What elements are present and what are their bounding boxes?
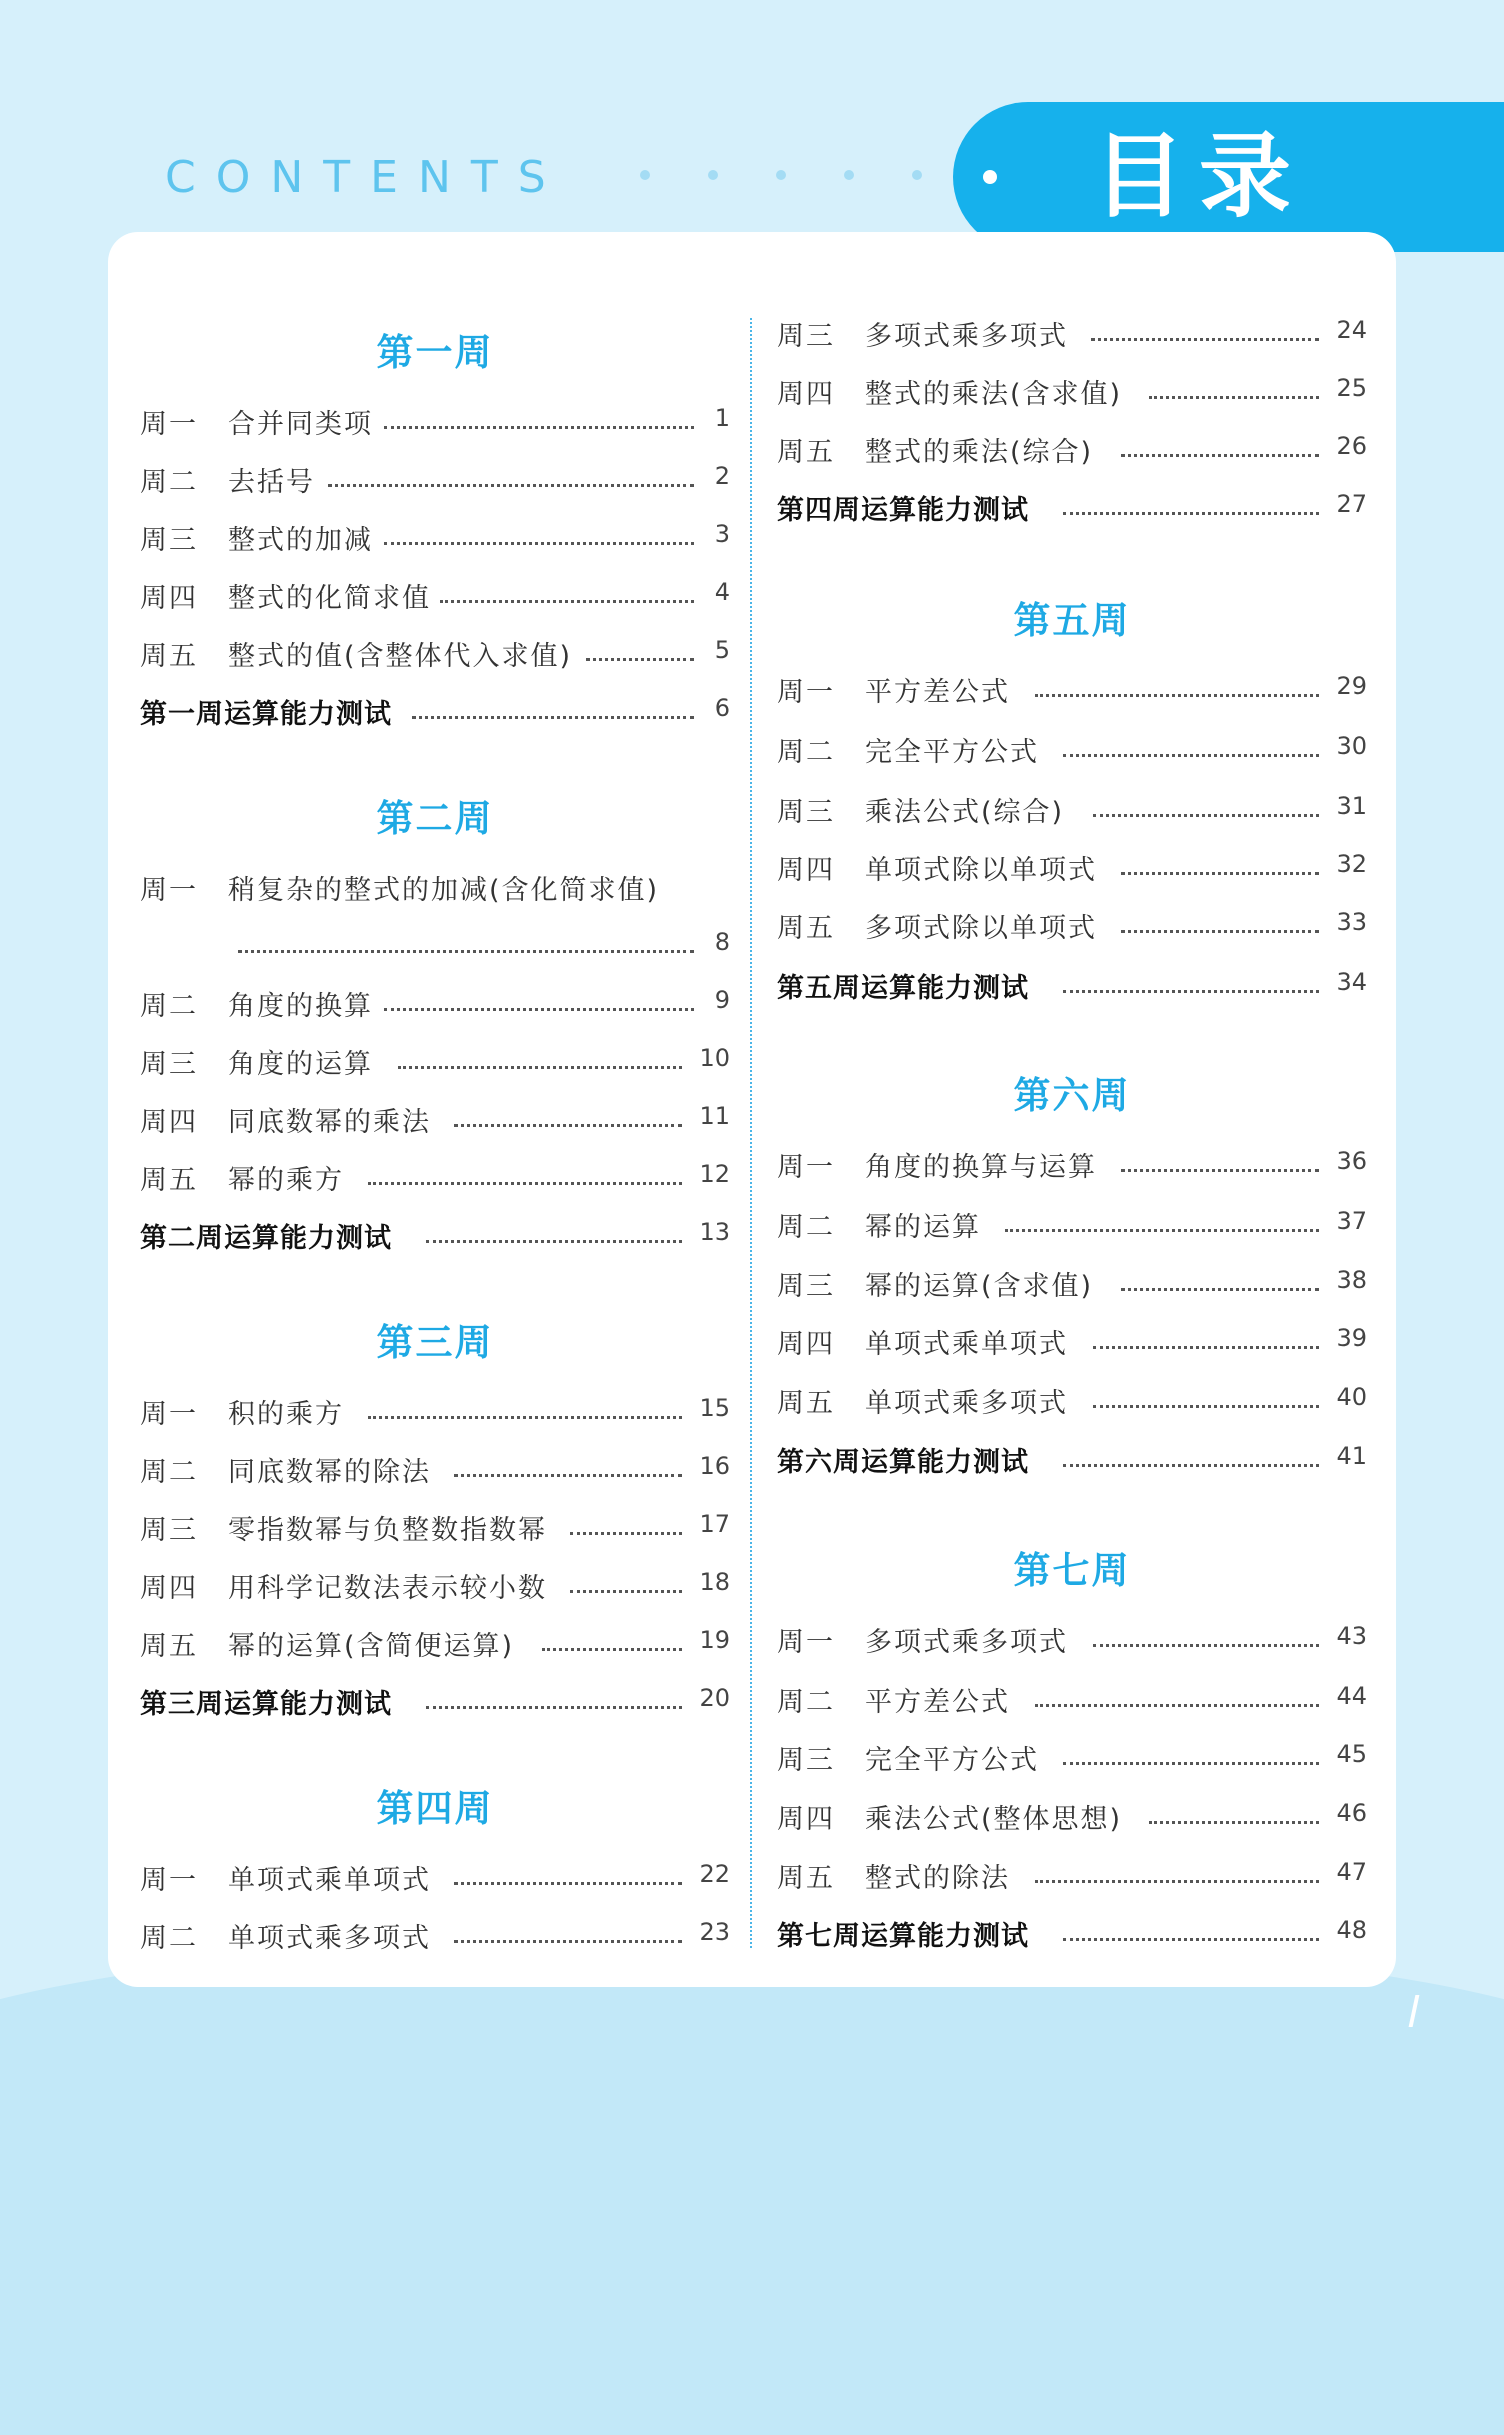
- entry-page: 33: [1336, 908, 1367, 936]
- entry-day: 周四: [140, 1107, 198, 1138]
- dot-leader: [398, 1066, 682, 1069]
- test-title: 第五周运算能力测试: [777, 973, 1029, 1004]
- dot-leader: [1035, 694, 1319, 697]
- dot-leader: [1093, 1405, 1319, 1408]
- entry-topic: 幂的运算(含简便运算): [228, 1631, 515, 1662]
- entry-day: 周二: [777, 737, 835, 768]
- test-title: 第六周运算能力测试: [777, 1447, 1029, 1478]
- toc-entry[interactable]: [777, 790, 1367, 830]
- entry-page: 24: [1336, 316, 1367, 344]
- week-title: 第三周: [376, 1321, 494, 1364]
- week-title: 第四周: [376, 1787, 494, 1830]
- toc-entry[interactable]: [140, 868, 730, 908]
- toc-entry[interactable]: [777, 670, 1367, 710]
- entry-page: 37: [1336, 1207, 1367, 1235]
- entry-page: 43: [1336, 1622, 1367, 1650]
- entry-day: 周一: [140, 1399, 198, 1430]
- entry-page: 40: [1336, 1383, 1367, 1411]
- entry-page: 2: [714, 462, 730, 490]
- entry-day: 周三: [777, 1271, 835, 1302]
- entry-day: 周一: [140, 409, 198, 440]
- entry-topic: 完全平方公式: [865, 1745, 1039, 1776]
- dot-leader: [570, 1532, 682, 1535]
- dot-icon: [776, 170, 786, 180]
- entry-day: 周二: [140, 1923, 198, 1954]
- dot-leader: [1121, 1288, 1319, 1291]
- toc-entry[interactable]: [140, 576, 730, 616]
- header-dots-decoration: [640, 170, 980, 184]
- entry-page: 18: [699, 1568, 730, 1596]
- test-title: 第三周运算能力测试: [140, 1689, 392, 1720]
- entry-page: 17: [699, 1510, 730, 1538]
- toc-entry[interactable]: [140, 1916, 730, 1956]
- entry-page: 47: [1336, 1858, 1367, 1886]
- dot-leader: [412, 716, 694, 719]
- dot-leader: [1121, 454, 1319, 457]
- toc-entry[interactable]: [777, 1856, 1367, 1896]
- dot-leader: [1063, 1762, 1319, 1765]
- toc-entry[interactable]: [777, 1264, 1367, 1304]
- toc-entry[interactable]: [140, 984, 730, 1024]
- entry-topic: 多项式乘多项式: [865, 1627, 1068, 1658]
- toc-entry[interactable]: [140, 1392, 730, 1432]
- test-title: 第四周运算能力测试: [777, 495, 1029, 526]
- entry-topic: 完全平方公式: [865, 737, 1039, 768]
- entry-day: 周一: [140, 1865, 198, 1896]
- dot-leader: [1005, 1229, 1319, 1232]
- toc-test-entry[interactable]: [777, 966, 1367, 1006]
- entry-day: 周三: [777, 797, 835, 828]
- entry-page: 36: [1336, 1147, 1367, 1175]
- entry-page: 19: [699, 1626, 730, 1654]
- entry-day: 周五: [777, 913, 835, 944]
- entry-page: 6: [714, 694, 730, 722]
- entry-page: 26: [1336, 432, 1367, 460]
- entry-day: 周四: [777, 379, 835, 410]
- entry-page: 29: [1336, 672, 1367, 700]
- entry-topic: 乘法公式(综合): [865, 797, 1065, 828]
- entry-topic: 单项式乘单项式: [228, 1865, 431, 1896]
- dot-icon: [708, 170, 718, 180]
- dot-leader: [384, 542, 694, 545]
- entry-page: 23: [699, 1918, 730, 1946]
- dot-leader: [1121, 1169, 1319, 1172]
- dot-leader: [328, 484, 694, 487]
- entry-day: 周四: [777, 1804, 835, 1835]
- dot-leader: [368, 1182, 682, 1185]
- entry-day: 周二: [777, 1687, 835, 1718]
- entry-topic: 整式的乘法(综合): [865, 437, 1094, 468]
- dot-leader: [1149, 1821, 1319, 1824]
- dot-leader: [454, 1882, 682, 1885]
- entry-topic: 积的乘方: [228, 1399, 344, 1430]
- toc-entry[interactable]: [140, 1158, 730, 1198]
- dot-leader: [426, 1706, 682, 1709]
- dot-leader: [1093, 814, 1319, 817]
- entry-page: 38: [1336, 1266, 1367, 1294]
- toc-entry[interactable]: [777, 1797, 1367, 1837]
- entry-day: 周一: [777, 677, 835, 708]
- dot-leader: [454, 1124, 682, 1127]
- entry-day: 周二: [777, 1212, 835, 1243]
- week-title: 第六周: [1013, 1074, 1131, 1117]
- toc-entry[interactable]: [777, 906, 1367, 946]
- entry-page: 4: [714, 578, 730, 606]
- toc-entry[interactable]: [140, 1624, 730, 1664]
- dot-leader: [1091, 338, 1319, 341]
- entry-day: 周四: [140, 1573, 198, 1604]
- entry-topic: 合并同类项: [228, 409, 373, 440]
- entry-day: 周四: [777, 855, 835, 886]
- toc-entry[interactable]: [140, 1100, 730, 1140]
- dot-leader: [238, 950, 694, 953]
- entry-page: 44: [1336, 1682, 1367, 1710]
- entry-page: 16: [699, 1452, 730, 1480]
- entry-day: 周二: [140, 991, 198, 1022]
- toc-test-entry[interactable]: [140, 1682, 730, 1722]
- dot-leader: [1121, 872, 1319, 875]
- dot-leader: [1149, 396, 1319, 399]
- toc-entry[interactable]: [777, 1620, 1367, 1660]
- dot-leader: [426, 1240, 682, 1243]
- entry-topic: 单项式乘多项式: [865, 1388, 1068, 1419]
- toc-entry[interactable]: [140, 460, 730, 500]
- week-title: 第五周: [1013, 599, 1131, 642]
- entry-page: 46: [1336, 1799, 1367, 1827]
- dot-leader: [1063, 990, 1319, 993]
- toc-entry[interactable]: [140, 1508, 730, 1548]
- dot-leader: [368, 1416, 682, 1419]
- dot-icon: [844, 170, 854, 180]
- dot-leader: [1035, 1880, 1319, 1883]
- dot-leader: [570, 1590, 682, 1593]
- test-title: 第七周运算能力测试: [777, 1921, 1029, 1952]
- entry-day: 周二: [140, 1457, 198, 1488]
- entry-topic: 同底数幂的乘法: [228, 1107, 431, 1138]
- dot-leader: [1063, 512, 1319, 515]
- toc-test-entry[interactable]: [140, 692, 730, 732]
- dot-leader: [454, 1940, 682, 1943]
- entry-topic: 同底数幂的除法: [228, 1457, 431, 1488]
- toc-entry[interactable]: [777, 1680, 1367, 1720]
- entry-topic: 幂的运算: [865, 1212, 981, 1243]
- entry-topic: 单项式乘多项式: [228, 1923, 431, 1954]
- toc-test-entry[interactable]: [777, 488, 1367, 528]
- toc-entry[interactable]: [140, 634, 730, 674]
- dot-leader: [1063, 1938, 1319, 1941]
- contents-label: CONTENTS: [165, 152, 566, 203]
- entry-topic: 整式的除法: [865, 1863, 1010, 1894]
- entry-topic: 多项式乘多项式: [865, 321, 1068, 352]
- entry-page: 12: [699, 1160, 730, 1188]
- entry-topic: 整式的化简求值: [228, 583, 431, 614]
- entry-page: 10: [699, 1044, 730, 1072]
- toc-entry-continuation[interactable]: [140, 926, 730, 966]
- entry-topic: 乘法公式(整体思想): [865, 1804, 1123, 1835]
- entry-page: 9: [714, 986, 730, 1014]
- entry-day: 周二: [140, 467, 198, 498]
- entry-topic: 整式的乘法(含求值): [865, 379, 1123, 410]
- entry-topic: 单项式除以单项式: [865, 855, 1097, 886]
- toc-entry[interactable]: [140, 518, 730, 558]
- entry-topic: 稍复杂的整式的加减(含化简求值): [228, 875, 660, 906]
- toc-entry[interactable]: [777, 730, 1367, 770]
- entry-page: 39: [1336, 1324, 1367, 1352]
- entry-page: 11: [699, 1102, 730, 1130]
- toc-entry[interactable]: [140, 402, 730, 442]
- entry-topic: 去括号: [228, 467, 315, 498]
- week-title: 第二周: [376, 797, 494, 840]
- week-title: 第一周: [376, 331, 494, 374]
- entry-page: 48: [1336, 1916, 1367, 1944]
- toc-entry[interactable]: [777, 1205, 1367, 1245]
- dot-leader: [1121, 930, 1319, 933]
- dot-leader: [542, 1648, 682, 1651]
- entry-topic: 零指数幂与负整数指数幂: [228, 1515, 547, 1546]
- test-title: 第二周运算能力测试: [140, 1223, 392, 1254]
- title-banner: [953, 102, 1504, 252]
- entry-topic: 角度的换算: [228, 991, 373, 1022]
- entry-day: 周四: [140, 583, 198, 614]
- dot-leader: [454, 1474, 682, 1477]
- entry-day: 周一: [777, 1152, 835, 1183]
- toc-test-entry[interactable]: [140, 1216, 730, 1256]
- toc-entry[interactable]: [140, 1858, 730, 1898]
- toc-test-entry[interactable]: [777, 1440, 1367, 1480]
- toc-entry[interactable]: [140, 1042, 730, 1082]
- entry-day: 周一: [140, 875, 198, 906]
- entry-page: 32: [1336, 850, 1367, 878]
- entry-page: 22: [699, 1860, 730, 1888]
- entry-day: 周三: [140, 525, 198, 556]
- dot-leader: [1063, 1464, 1319, 1467]
- toc-entry[interactable]: [777, 372, 1367, 412]
- entry-page: 25: [1336, 374, 1367, 402]
- toc-entry[interactable]: [777, 848, 1367, 888]
- entry-page: 27: [1336, 490, 1367, 518]
- entry-topic: 幂的乘方: [228, 1165, 344, 1196]
- entry-page: 41: [1336, 1442, 1367, 1470]
- entry-day: 周三: [140, 1515, 198, 1546]
- bottom-wave-decoration: [0, 1935, 1504, 2435]
- entry-page: 5: [714, 636, 730, 664]
- dot-leader: [384, 1008, 694, 1011]
- toc-entry[interactable]: [777, 430, 1367, 470]
- entry-day: 周一: [777, 1627, 835, 1658]
- dot-leader: [1093, 1644, 1319, 1647]
- toc-entry[interactable]: [140, 1450, 730, 1490]
- entry-topic: 平方差公式: [865, 677, 1010, 708]
- week-title: 第七周: [1013, 1549, 1131, 1592]
- dot-leader: [1035, 1704, 1319, 1707]
- entry-day: 周五: [777, 437, 835, 468]
- entry-topic: 幂的运算(含求值): [865, 1271, 1094, 1302]
- dot-leader: [440, 600, 694, 603]
- dot-leader: [1093, 1346, 1319, 1349]
- page-title: 目录: [1093, 123, 1306, 230]
- entry-page: 13: [699, 1218, 730, 1246]
- toc-entry[interactable]: [777, 1322, 1367, 1362]
- entry-day: 周五: [140, 1165, 198, 1196]
- toc-test-entry[interactable]: [777, 1914, 1367, 1954]
- entry-day: 周四: [777, 1329, 835, 1360]
- toc-entry[interactable]: [777, 1145, 1367, 1185]
- entry-topic: 多项式除以单项式: [865, 913, 1097, 944]
- dot-icon: [640, 170, 650, 180]
- test-title: 第一周运算能力测试: [140, 699, 392, 730]
- dot-leader: [1063, 754, 1319, 757]
- entry-page: 3: [714, 520, 730, 548]
- entry-page: 31: [1336, 792, 1367, 820]
- toc-entry[interactable]: [777, 1738, 1367, 1778]
- dot-icon: [983, 170, 997, 184]
- column-divider: [750, 318, 752, 1948]
- entry-topic: 单项式乘单项式: [865, 1329, 1068, 1360]
- entry-day: 周五: [777, 1863, 835, 1894]
- entry-day: 周三: [140, 1049, 198, 1080]
- entry-page: 45: [1336, 1740, 1367, 1768]
- entry-page: 20: [699, 1684, 730, 1712]
- toc-entry[interactable]: [777, 1381, 1367, 1421]
- entry-topic: 整式的值(含整体代入求值): [228, 641, 573, 672]
- entry-day: 周三: [777, 1745, 835, 1776]
- entry-page: 1: [714, 404, 730, 432]
- entry-day: 周五: [140, 1631, 198, 1662]
- dot-leader: [384, 426, 694, 429]
- entry-topic: 整式的加减: [228, 525, 373, 556]
- entry-day: 周五: [777, 1388, 835, 1419]
- entry-page: 30: [1336, 732, 1367, 760]
- entry-page: 15: [699, 1394, 730, 1422]
- dot-icon: [912, 170, 922, 180]
- entry-day: 周五: [140, 641, 198, 672]
- entry-day: 周三: [777, 321, 835, 352]
- entry-topic: 平方差公式: [865, 1687, 1010, 1718]
- dot-leader: [586, 658, 694, 661]
- entry-topic: 角度的换算与运算: [865, 1152, 1097, 1183]
- entry-topic: 角度的运算: [228, 1049, 373, 1080]
- entry-topic: 用科学记数法表示较小数: [228, 1573, 547, 1604]
- entry-page: 34: [1336, 968, 1367, 996]
- toc-entry[interactable]: [777, 314, 1367, 354]
- toc-entry[interactable]: [140, 1566, 730, 1606]
- entry-page: 8: [714, 928, 730, 956]
